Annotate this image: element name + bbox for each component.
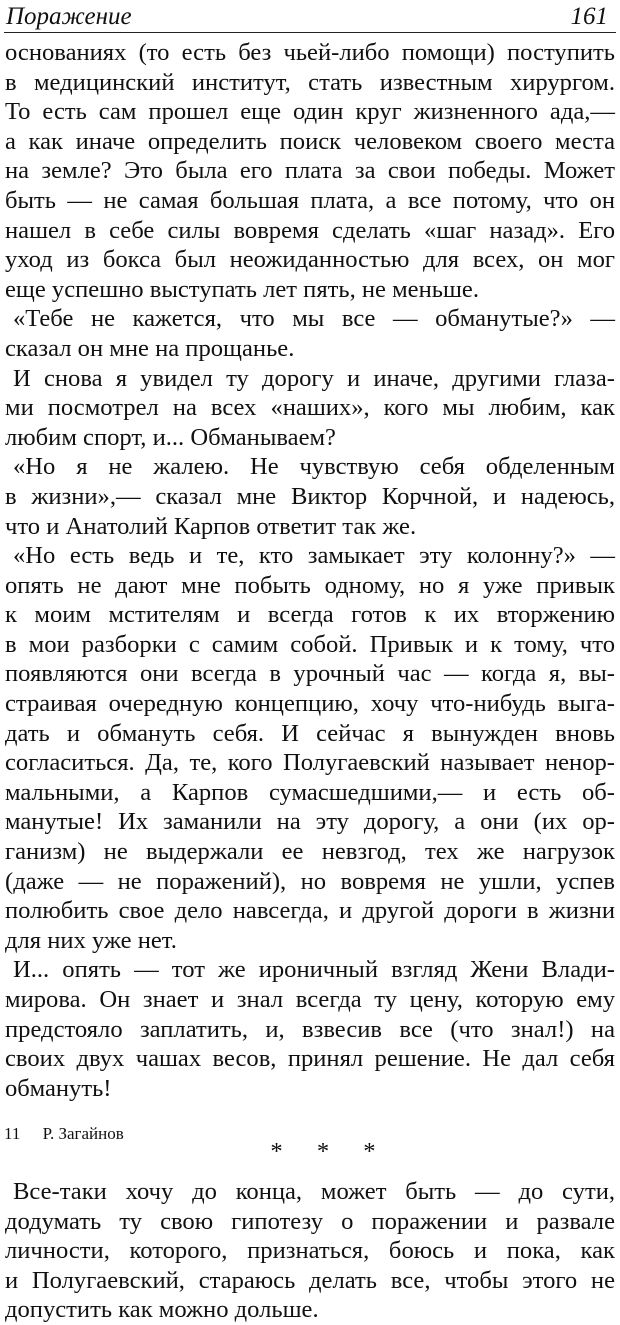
text-line: ганизм) не выдержали ее невзгод, тех же нагрузок xyxy=(5,838,615,866)
printer-signature: 11 xyxy=(4,1124,21,1143)
text-line: обмануть! xyxy=(5,1074,112,1102)
text-line: для них уже нет. xyxy=(5,926,177,954)
page-number: 161 xyxy=(570,3,608,30)
text-line: в медицинский институт, стать известным хирургом. xyxy=(5,68,615,96)
section-break: * * * xyxy=(270,1138,390,1166)
text-line: допустить как можно дольше. xyxy=(5,1296,319,1324)
text-line: мирова. Он знает и знал всегда ту цену, которую ему xyxy=(5,986,615,1013)
page-footer xyxy=(4,1124,124,1144)
paragraph xyxy=(5,1177,615,1325)
text-line: страивая очередную концепцию, хочу что-нибудь выга- xyxy=(5,690,615,718)
text-line: и Полугаевский, стараюсь делать все, чтобы этого не xyxy=(5,1266,615,1294)
text-line: своих двух чашах весов, принял решение. Не дал себя xyxy=(5,1045,615,1073)
paragraph xyxy=(5,364,615,453)
text-line: что и Анатолий Карпов ответит так же. xyxy=(5,512,417,540)
text-line: ми посмотрел на всех «наших», кого мы любим, как xyxy=(5,394,615,422)
text-line: нашел в себе силы вовремя сделать «шаг назад». Его xyxy=(5,216,615,244)
text-line: а как иначе определить поиск человеком своего места xyxy=(5,127,615,155)
text-line: в жизни»,— сказал мне Виктор Корчной, и надеюсь, xyxy=(5,482,615,510)
text-line: «Но я не жалею. Не чувствую себя обделенным xyxy=(13,453,615,481)
text-line: еще успешно выступать лет пять, не меньше. xyxy=(5,275,479,303)
text-line: появляются они всегда в урочный час — когда я, вы- xyxy=(5,660,615,688)
paragraph xyxy=(5,955,615,1103)
text-line: быть — не самая большая плата, а все потому, что он xyxy=(5,186,615,214)
text-line: И... опять — тот же ироничный взгляд Жени Влади- xyxy=(13,956,615,984)
text-line: додумать ту свою гипотезу о поражении и развале xyxy=(5,1207,615,1235)
text-line: (даже — не поражений), но вовремя не ушли, успев xyxy=(5,867,615,895)
text-line: уход из бокса был неожиданностью для всех, он мог xyxy=(5,246,615,274)
running-head xyxy=(4,2,616,33)
text-line: предстояло заплатить, и, взвесив все (что знал!) на xyxy=(5,1015,615,1043)
text-line: Все-таки хочу до конца, может быть — до сути, xyxy=(13,1177,615,1205)
text-line: согласиться. Да, те, кого Полугаевский называет ненор- xyxy=(5,749,615,777)
text-line: То есть сам прошел еще один круг жизненного ада,— xyxy=(5,98,615,126)
text-line: опять не дают мне побыть одному, но я уже привык xyxy=(5,571,615,599)
text-line: И снова я увидел ту дорогу и иначе, другими глаза- xyxy=(13,364,615,392)
paragraph xyxy=(5,38,615,304)
footer-author: Р. Загайнов xyxy=(42,1124,124,1143)
text-line: в мои разборки с самим собой. Привык и к тому, что xyxy=(5,630,615,658)
paragraph xyxy=(5,452,615,541)
text-line: «Но есть ведь и те, кто замыкает эту колонну?» — xyxy=(13,542,615,570)
paragraph xyxy=(5,304,615,363)
text-line: дать и обмануть себя. И сейчас я вынужден вновь xyxy=(5,719,615,747)
text-line: манутые! Их заманили на эту дорогу, а они (их ор- xyxy=(5,808,615,836)
text-line: полюбить свое дело навсегда, и другой дороги в жизни xyxy=(5,897,615,925)
text-line: основаниях (то есть без чьей-либо помощи) поступить xyxy=(5,39,615,66)
chapter-title: Поражение xyxy=(6,3,132,30)
text-line: личности, которого, признаться, боюсь и пока, как xyxy=(5,1237,615,1265)
text-line: к моим мстителям и всегда готов к их вторжению xyxy=(5,601,615,629)
paragraph xyxy=(5,541,615,955)
section-spacer xyxy=(5,1167,615,1177)
text-line: мальными, а Карпов сумасшедшими,— и есть об- xyxy=(5,778,615,806)
text-line: сказал он мне на прощанье. xyxy=(5,334,295,362)
text-line: «Тебе не кажется, что мы все — обманутые?» — xyxy=(13,305,615,333)
text-line: на земле? Это была его плата за свои победы. Может xyxy=(5,157,615,185)
text-line: любим спорт, и... Обманываем? xyxy=(5,423,336,451)
